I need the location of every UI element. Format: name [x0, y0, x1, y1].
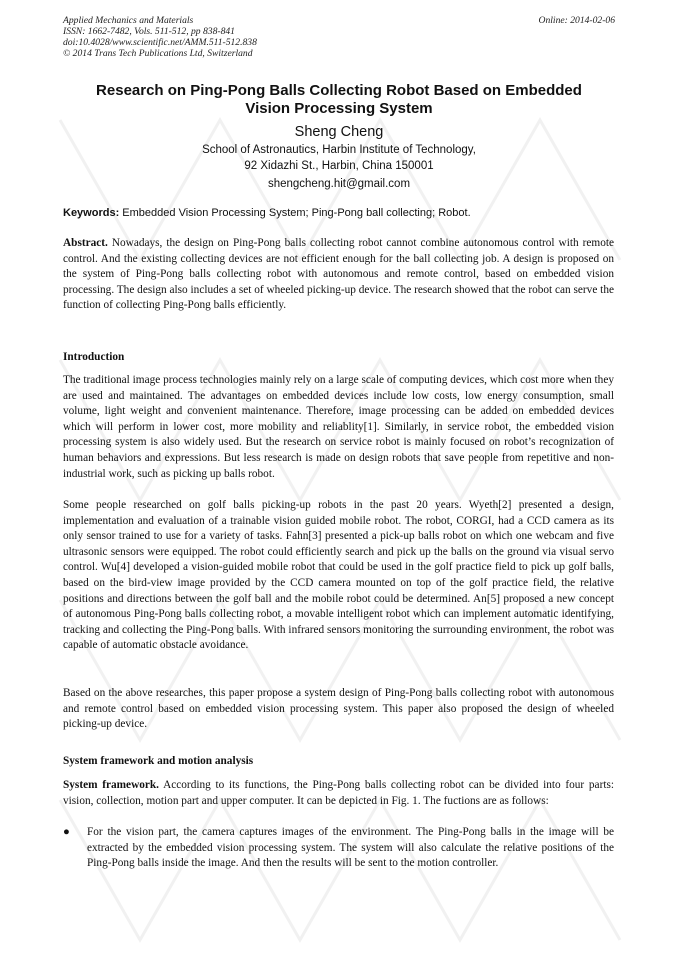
doi: doi:10.4028/www.scientific.net/AMM.511-512.838	[63, 37, 257, 48]
paper-title	[63, 82, 615, 118]
title-line-1: Research on Ping-Pong Balls Collecting Robot Based on Embedded	[96, 82, 582, 99]
abstract	[63, 236, 614, 314]
system-framework-paragraph	[63, 778, 614, 809]
system-framework-label: System framework.	[63, 779, 160, 791]
section-heading-system-framework: System framework and motion analysis	[63, 755, 254, 767]
issn: ISSN: 1662-7482, Vols. 511-512, pp 838-841	[63, 26, 235, 37]
author-name: Sheng Cheng	[294, 124, 384, 140]
journal-info	[63, 15, 257, 59]
bullet-icon: ●	[63, 826, 70, 838]
section-heading-introduction: Introduction	[63, 351, 125, 363]
author-email: shengcheng.hit@gmail.com	[267, 178, 411, 190]
affiliation-line-2: 92 Xidazhi St., Harbin, China 150001	[244, 159, 434, 172]
intro-paragraph-3: Based on the above researches, this paper propose a system design of Ping-Pong balls collecting robot with autonomous and remote control based on embedded vision processing system. This paper also proposed the design of wheeled picking-up device.	[63, 687, 614, 731]
intro-paragraph-1: The traditional image process technologies mainly rely on a large scale of computing devices, which cost more when they are used and maintained. The advantages on embedded devices include low costs, low energy consumption, small volume, light weight and convenient maintenance. Therefore, image processing can be added on embedded devices which will perform in lower cost, more mobility and reliablity[1]. Similarly, in service robot, the embedded vision processing system is also widely used. But the research on service robot is mainly focused on robot’s recognization of human behaviors and expressions. But less research is made on design robots that save people from repetitive and non-industrial work, such as picking up balls robot.	[63, 374, 614, 480]
bullet-text-vision: For the vision part, the camera captures images of the environment. The Ping-Pong balls in the image will be extracted by the embedded vision processing system. The system will also calculate the relative positions of the Ping-Pong balls inside the image. And then the results will be sent to the motion controller.	[87, 826, 614, 870]
affiliation-line-1: School of Astronautics, Harbin Institute of Technology,	[202, 144, 476, 156]
abstract-label: Abstract.	[63, 237, 108, 249]
keywords-label: Keywords:	[63, 207, 120, 219]
abstract-text: Nowadays, the design on Ping-Pong balls collecting robot cannot combine autonomous control with remote control. And the existing collecting devices are not efficient enough for the ball collecting job. A design is proposed on the system of Ping-Pong balls collecting robot with autonomous and remote control, based on embedded vision processing. The design also includes a set of wheeled picking-up device. The research showed that the robot can serve the function of collecting Ping-Pong balls efficiently.	[63, 237, 614, 312]
author-affiliation	[63, 143, 615, 174]
keywords	[63, 207, 615, 219]
system-framework-text: According to its functions, the Ping-Pong balls collecting robot can be divided into four parts: vision, collection, motion part and upper computer. It can be depicted in Fig. 1. The fuctions are as follows:	[63, 779, 615, 807]
intro-paragraph-2: Some people researched on golf balls picking-up robots in the past 20 years. Wyeth[2] presented a design, implementation and evaluation of a trainable vision guided mobile robot. The robot, CORGI, had a CCD camera as its only sensor trained to use for a variety of tasks. Fahn[3] presented a pick-up balls robot on which one webcam and five ultrasonic sensors were equipped. The robot could efficiently search and pick up the balls on the ground via visual servo control. Wu[4] developed a vision-guided mobile robot that could be used in the golf practice field to pick up golf balls, based on the bird-view image provided by the CCD camera mounted on top of the golf practice field, the relative positions and directions between the golf ball and the mobile robot could be determined. An[5] proposed a new concept of autonomous Ping-Pong balls collecting robot, a movable intelligent robot which can implement automatic identifying, tracking and collecting the Ping-Pong balls. With infrared sensors monitoring the surrounding environment, the robot was capable of automatic obstacle avoidance.	[63, 499, 614, 652]
copyright: © 2014 Trans Tech Publications Ltd, Switzerland	[63, 48, 253, 59]
journal-name: Applied Mechanics and Materials	[63, 15, 194, 26]
title-line-2: Vision Processing System	[245, 100, 433, 117]
online-date: Online: 2014-02-06	[538, 15, 615, 26]
keywords-text: Embedded Vision Processing System; Ping-Pong ball collecting; Robot.	[119, 207, 471, 219]
